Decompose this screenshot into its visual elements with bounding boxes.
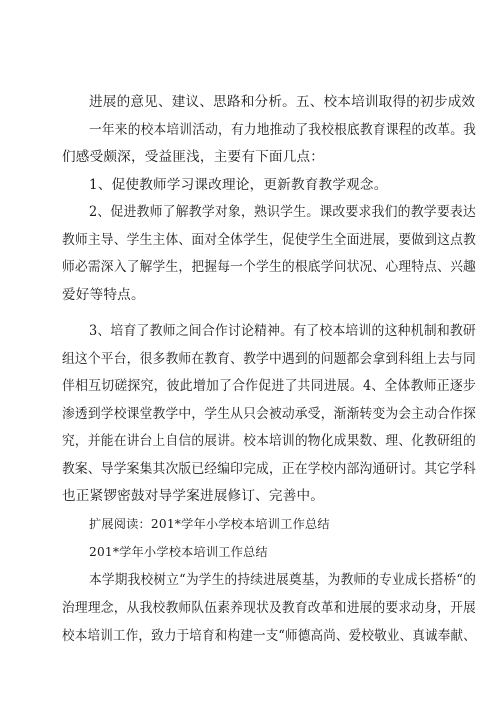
- text-line-content: 一年来的校本培训活动，有力地推动了我校根底教育课程的改革。我: [89, 122, 476, 138]
- text-line-content: 渗透到学校课堂教学中，学生从只会被动承受，渐渐转变为会主动合作探: [62, 406, 476, 422]
- text-line-content: 扩展阅读：201*学年小学校本培训工作总结: [89, 517, 330, 531]
- text-line-content: 爱好等特点。: [62, 287, 145, 303]
- text-line-content: 们感受颇深，受益匪浅，主要有下面几点：: [62, 149, 325, 165]
- text-line-content: 教师主导、学生主体、面对全体学生，促使学生全面进展，要做到这点教: [62, 232, 476, 248]
- text-line-content: 组这个平台，很多教师在教育、教学中遇到的问题都会拿到科组上去与同: [62, 351, 476, 367]
- text-line-content: 治理理念，从我校教师队伍素养现状及教育改革和进展的要求动身，开展: [62, 600, 476, 616]
- text-line-content: 伴相互切磋探究，彼此增加了合作促进了共同进展。4、全体教师正逐步: [62, 378, 477, 394]
- text-line-content: 师必需深入了解学生，把握每一个学生的根底学问状况、心理特点、兴趣: [62, 259, 476, 275]
- text-line-content: 校本培训工作，致力于培育和构建一支“师德高尚、爱校敬业、真诚奉献、: [62, 628, 476, 644]
- text-line-content: 201*学年小学校本培训工作总结: [89, 545, 268, 559]
- text-line-content: 究，并能在讲台上自信的展讲。校本培训的物化成果数、理、化教研组的: [62, 433, 476, 449]
- text-line-content: 3、培育了教师之间合作讨论精神。有了校本培训的这种机制和教研: [89, 323, 477, 339]
- text-line-content: 本学期我校树立“为学生的持续进展奠基，为教师的专业成长搭桥“的: [89, 572, 476, 588]
- text-line-content: 教案、导学案集其次版已经编印完成，正在学校内部沟通研讨。其它学科: [62, 461, 476, 477]
- text-line-content: 进展的意见、建议、思路和分析。五、校本培训取得的初步成效: [89, 94, 476, 110]
- text-line-content: 2、促进教师了解教学对象，熟识学生。课改要求我们的教学要表达: [89, 204, 477, 220]
- text-line-content: 也正紧锣密鼓对导学案进展修订、完善中。: [62, 488, 325, 504]
- text-line-content: 1、促使教师学习课改理论，更新教育教学观念。: [89, 177, 388, 193]
